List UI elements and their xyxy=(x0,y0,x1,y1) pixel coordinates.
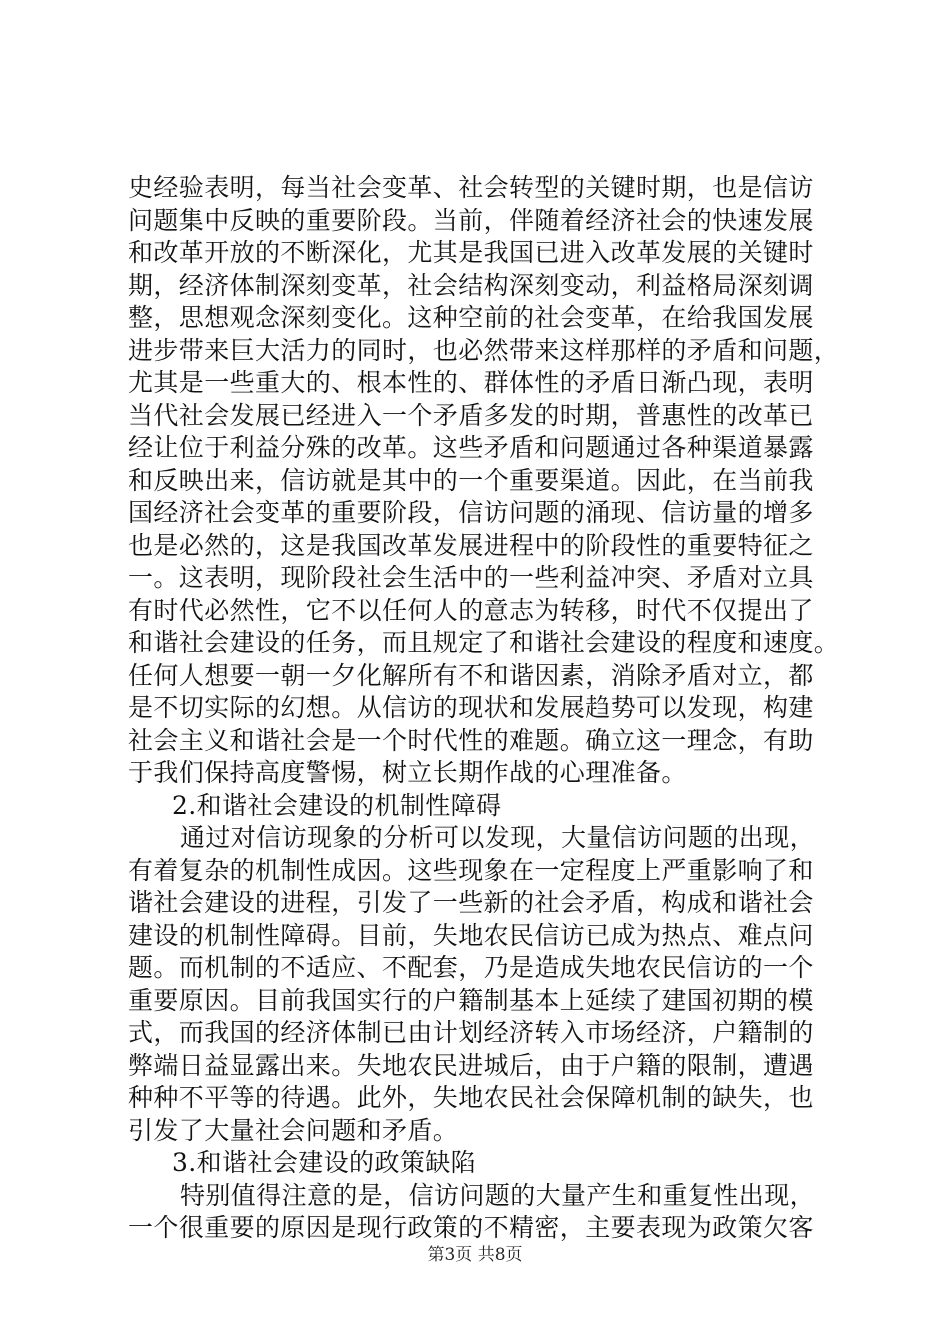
text-line: 国经济社会变革的重要阶段，信访问题的涌现、信访量的增多 xyxy=(128,498,814,527)
text-line: 有着复杂的机制性成因。这些现象在一定程度上严重影响了和 xyxy=(128,855,814,885)
text-line: 和谐社会建设的任务，而且规定了和谐社会建设的程度和速度。 xyxy=(128,628,840,657)
text-line: 弊端日益显露出来。失地农民进城后，由于户籍的限制，遭遇 xyxy=(128,1050,814,1080)
text-line: 进步带来巨大活力的同时，也必然带来这样那样的矛盾和问题， xyxy=(128,335,840,365)
text-line: 期，经济体制深刻变革，社会结构深刻变动，利益格局深刻调 xyxy=(128,270,814,300)
text-line: 经让位于利益分殊的改革。这些矛盾和问题通过各种渠道暴露 xyxy=(128,433,814,462)
text-line: 整，思想观念深刻变化。这种空前的社会变革，在给我国发展 xyxy=(128,303,814,332)
section-heading: 2.和谐社会建设的机制性障碍 xyxy=(172,790,502,820)
text-line: 引发了大量社会问题和矛盾。 xyxy=(128,1115,459,1145)
section-heading: 3.和谐社会建设的政策缺陷 xyxy=(172,1148,477,1177)
text-line: 是不切实际的幻想。从信访的现状和发展趋势可以发现，构建 xyxy=(128,693,814,722)
text-line: 特别值得注意的是，信访问题的大量产生和重复性出现， xyxy=(180,1180,816,1210)
text-line: 和反映出来，信访就是其中的一个重要渠道。因此，在当前我 xyxy=(128,465,814,495)
text-line: 当代社会发展已经进入一个矛盾多发的时期，普惠性的改革已 xyxy=(128,400,814,430)
text-line: 建设的机制性障碍。目前，失地农民信访已成为热点、难点问 xyxy=(128,920,814,950)
text-line: 社会主义和谐社会是一个时代性的难题。确立这一理念，有助 xyxy=(128,725,814,755)
text-line: 和改革开放的不断深化，尤其是我国已进入改革发展的关键时 xyxy=(128,238,814,267)
page-footer: 第3页 共8页 xyxy=(427,1245,523,1265)
text-line: 一。这表明，现阶段社会生活中的一些利益冲突、矛盾对立具 xyxy=(128,563,814,592)
text-line: 通过对信访现象的分析可以发现，大量信访问题的出现， xyxy=(180,823,816,852)
text-line: 任何人想要一朝一夕化解所有不和谐因素，消除矛盾对立，都 xyxy=(128,660,814,690)
text-line: 问题集中反映的重要阶段。当前，伴随着经济社会的快速发展 xyxy=(128,205,814,235)
text-line: 史经验表明，每当社会变革、社会转型的关键时期，也是信访 xyxy=(128,173,814,202)
text-line: 重要原因。目前我国实行的户籍制基本上延续了建国初期的模 xyxy=(128,985,814,1015)
text-line: 种种不平等的待遇。此外，失地农民社会保障机制的缺失，也 xyxy=(128,1083,814,1112)
text-line: 式，而我国的经济体制已由计划经济转入市场经济，户籍制的 xyxy=(128,1018,814,1047)
text-line: 谐社会建设的进程，引发了一些新的社会矛盾，构成和谐社会 xyxy=(128,888,814,917)
text-line: 尤其是一些重大的、根本性的、群体性的矛盾日渐凸现，表明 xyxy=(128,368,814,397)
document-body xyxy=(128,172,840,1245)
text-line: 有时代必然性，它不以任何人的意志为转移，时代不仅提出了 xyxy=(128,595,814,625)
text-line: 于我们保持高度警惕，树立长期作战的心理准备。 xyxy=(128,758,687,787)
text-line: 也是必然的，这是我国改革发展进程中的阶段性的重要特征之 xyxy=(128,530,814,560)
text-line: 题。而机制的不适应、不配套，乃是造成失地农民信访的一个 xyxy=(128,953,814,982)
text-line: 一个很重要的原因是现行政策的不精密，主要表现为政策欠客 xyxy=(128,1213,814,1242)
